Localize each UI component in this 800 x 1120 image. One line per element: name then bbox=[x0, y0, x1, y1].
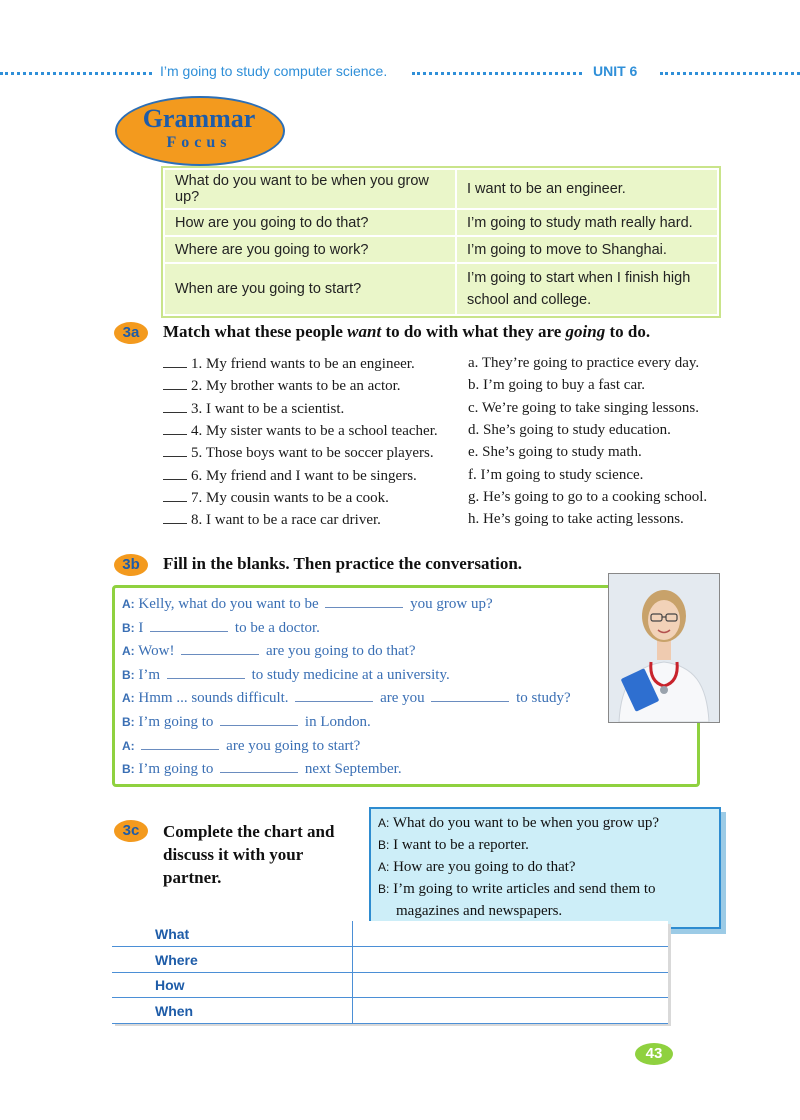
table-row bbox=[164, 236, 718, 263]
match-text: 8. I want to be a race car driver. bbox=[191, 512, 381, 529]
answer-blank bbox=[163, 355, 187, 368]
table-row bbox=[112, 921, 668, 947]
section-3c-title-line3: partner. bbox=[163, 868, 222, 887]
line-text: to study medicine at a university. bbox=[247, 666, 450, 683]
line-text: are you going to do that? bbox=[262, 643, 416, 660]
table-cell: When are you going to start? bbox=[164, 263, 456, 315]
title-emphasis: going bbox=[565, 322, 606, 341]
section-3a-title bbox=[163, 322, 650, 342]
match-text: 7. My cousin wants to be a cook. bbox=[191, 489, 389, 506]
grammar-table bbox=[163, 168, 719, 316]
section-3b-marker: 3b bbox=[114, 554, 148, 576]
conversation-line bbox=[122, 689, 571, 707]
list-item: h. He’s going to take acting lessons. bbox=[468, 511, 684, 528]
fill-in-blank bbox=[220, 760, 298, 773]
match-text: 1. My friend wants to be an engineer. bbox=[191, 356, 415, 372]
list-item: f. I’m going to study science. bbox=[468, 466, 644, 483]
list-item bbox=[163, 467, 417, 485]
fill-in-blank bbox=[181, 642, 259, 655]
speaker-label: B: bbox=[378, 838, 390, 852]
answer-blank bbox=[163, 511, 187, 524]
table-row bbox=[112, 998, 668, 1024]
table-row bbox=[164, 209, 718, 236]
answer-blank bbox=[163, 377, 187, 390]
list-item bbox=[163, 377, 401, 395]
lesson-title: I’m going to study computer science. bbox=[160, 63, 388, 79]
speaker-label: B: bbox=[122, 762, 135, 777]
list-item: g. He’s going to go to a cooking school. bbox=[468, 488, 708, 505]
page-number: 43 bbox=[635, 1043, 673, 1065]
title-text: to do with what they are bbox=[381, 322, 566, 341]
list-item: a. They’re going to practice every day. bbox=[468, 355, 700, 371]
section-3b-title: Fill in the blanks. Then practice the conversation. bbox=[163, 554, 523, 573]
speaker-label: A: bbox=[122, 738, 135, 753]
unit-label: UNIT 6 bbox=[593, 63, 638, 79]
line-text: I’m going to bbox=[138, 714, 218, 730]
match-text: 6. My friend and I want to be singers. bbox=[191, 467, 417, 484]
conversation-line bbox=[122, 595, 493, 613]
speaker-label: B: bbox=[122, 715, 135, 729]
fill-in-blank bbox=[150, 619, 228, 632]
line-text: I want to be a reporter. bbox=[393, 837, 529, 853]
list-item: d. She’s going to study education. bbox=[468, 421, 671, 438]
table-row bbox=[112, 947, 668, 973]
fill-in-blank bbox=[295, 689, 373, 702]
line-text: What do you want to be when you grow up? bbox=[392, 815, 660, 831]
table-cell: I’m going to start when I finish high school and college. bbox=[456, 263, 718, 315]
answer-blank bbox=[163, 422, 187, 435]
section-3a-marker: 3a bbox=[114, 322, 148, 344]
line-text: Kelly, what do you want to be bbox=[138, 596, 323, 612]
line-text: in London. bbox=[301, 714, 371, 730]
conversation-line bbox=[122, 713, 371, 731]
grammar-focus-badge bbox=[115, 96, 283, 166]
chart-row-label: Where bbox=[155, 951, 198, 968]
chart-row-label: When bbox=[155, 1002, 194, 1019]
table-cell: What do you want to be when you grow up? bbox=[164, 169, 456, 209]
fill-in-blank bbox=[167, 666, 245, 679]
list-item bbox=[163, 444, 434, 462]
speaker-label: A: bbox=[378, 816, 390, 830]
badge-title: Grammar bbox=[142, 104, 256, 133]
header-dots-left bbox=[0, 72, 152, 75]
title-text: to do. bbox=[605, 322, 651, 341]
example-line bbox=[378, 837, 529, 854]
table-cell: How are you going to do that? bbox=[164, 209, 456, 236]
fill-in-blank bbox=[220, 713, 298, 726]
example-line bbox=[378, 881, 656, 898]
fill-in-blank bbox=[141, 737, 219, 750]
line-text: to study? bbox=[512, 690, 571, 707]
speaker-label: A: bbox=[122, 691, 135, 706]
speaker-label: A: bbox=[122, 644, 135, 659]
list-item: c. We’re going to take singing lessons. bbox=[468, 399, 699, 416]
line-text: to be a doctor. bbox=[231, 619, 320, 636]
line-text: I bbox=[138, 619, 148, 636]
header-dots-middle bbox=[412, 72, 582, 75]
table-row bbox=[164, 263, 718, 315]
table-cell: I want to be an engineer. bbox=[456, 169, 718, 209]
match-text: 4. My sister wants to be a school teacher. bbox=[191, 422, 438, 439]
speaker-label: B: bbox=[378, 882, 390, 896]
line-text: I’m bbox=[138, 666, 164, 683]
discussion-chart bbox=[112, 921, 668, 1023]
line-text: I’m going to bbox=[138, 761, 218, 778]
line-text: Wow! bbox=[138, 643, 179, 660]
section-3c-marker: 3c bbox=[114, 820, 148, 842]
section-3c-title-line1: Complete the chart and bbox=[163, 822, 335, 841]
speaker-label: A: bbox=[122, 597, 135, 611]
fill-in-blank bbox=[325, 595, 403, 608]
conversation-line bbox=[122, 642, 416, 660]
answer-blank bbox=[163, 467, 187, 480]
answer-blank bbox=[163, 400, 187, 413]
conversation-line bbox=[122, 760, 402, 778]
speaker-label: B: bbox=[122, 620, 135, 635]
line-text: How are you going to do that? bbox=[393, 859, 576, 875]
table-row bbox=[164, 169, 718, 209]
answer-blank bbox=[163, 444, 187, 457]
list-item bbox=[163, 511, 381, 529]
line-text: are you going to start? bbox=[222, 737, 361, 754]
fill-in-blank bbox=[431, 689, 509, 702]
chart-row-label: What bbox=[155, 926, 190, 942]
list-item bbox=[163, 355, 415, 373]
table-cell: I’m going to move to Shanghai. bbox=[456, 236, 718, 263]
line-text: magazines and newspapers. bbox=[396, 903, 563, 919]
example-line bbox=[396, 903, 562, 920]
table-row bbox=[112, 972, 668, 998]
list-item bbox=[163, 400, 344, 418]
match-text: 5. Those boys want to be soccer players. bbox=[191, 445, 434, 462]
table-cell: Where are you going to work? bbox=[164, 236, 456, 263]
speaker-label: A: bbox=[378, 860, 390, 874]
doctor-photo bbox=[608, 573, 720, 723]
list-item: e. She’s going to study math. bbox=[468, 444, 642, 461]
speaker-label: B: bbox=[122, 667, 135, 682]
doctor-illustration bbox=[609, 574, 719, 722]
example-line bbox=[378, 815, 659, 832]
chart-row-label: How bbox=[155, 977, 185, 993]
list-item bbox=[163, 422, 438, 440]
conversation-line bbox=[122, 619, 320, 637]
conversation-line bbox=[122, 737, 360, 755]
title-text: Match what these people bbox=[163, 322, 348, 341]
line-text: Hmm ... sounds difficult. bbox=[138, 690, 293, 707]
conversation-line bbox=[122, 666, 450, 684]
match-text: 3. I want to be a scientist. bbox=[191, 400, 345, 417]
line-text: are you bbox=[376, 690, 429, 707]
line-text: I’m going to write articles and send them to bbox=[393, 881, 656, 897]
list-item: b. I’m going to buy a fast car. bbox=[468, 377, 646, 394]
example-line bbox=[378, 859, 576, 876]
answer-blank bbox=[163, 489, 187, 502]
title-emphasis: want bbox=[347, 322, 382, 341]
line-text: next September. bbox=[301, 761, 402, 778]
match-text: 2. My brother wants to be an actor. bbox=[191, 378, 401, 395]
list-item bbox=[163, 489, 389, 507]
header-dots-right bbox=[660, 72, 800, 75]
table-cell: I’m going to study math really hard. bbox=[456, 209, 718, 236]
section-3c-title-line2: discuss it with your bbox=[163, 845, 304, 864]
line-text: you grow up? bbox=[406, 596, 493, 612]
badge-subtitle: Focus bbox=[166, 134, 232, 151]
